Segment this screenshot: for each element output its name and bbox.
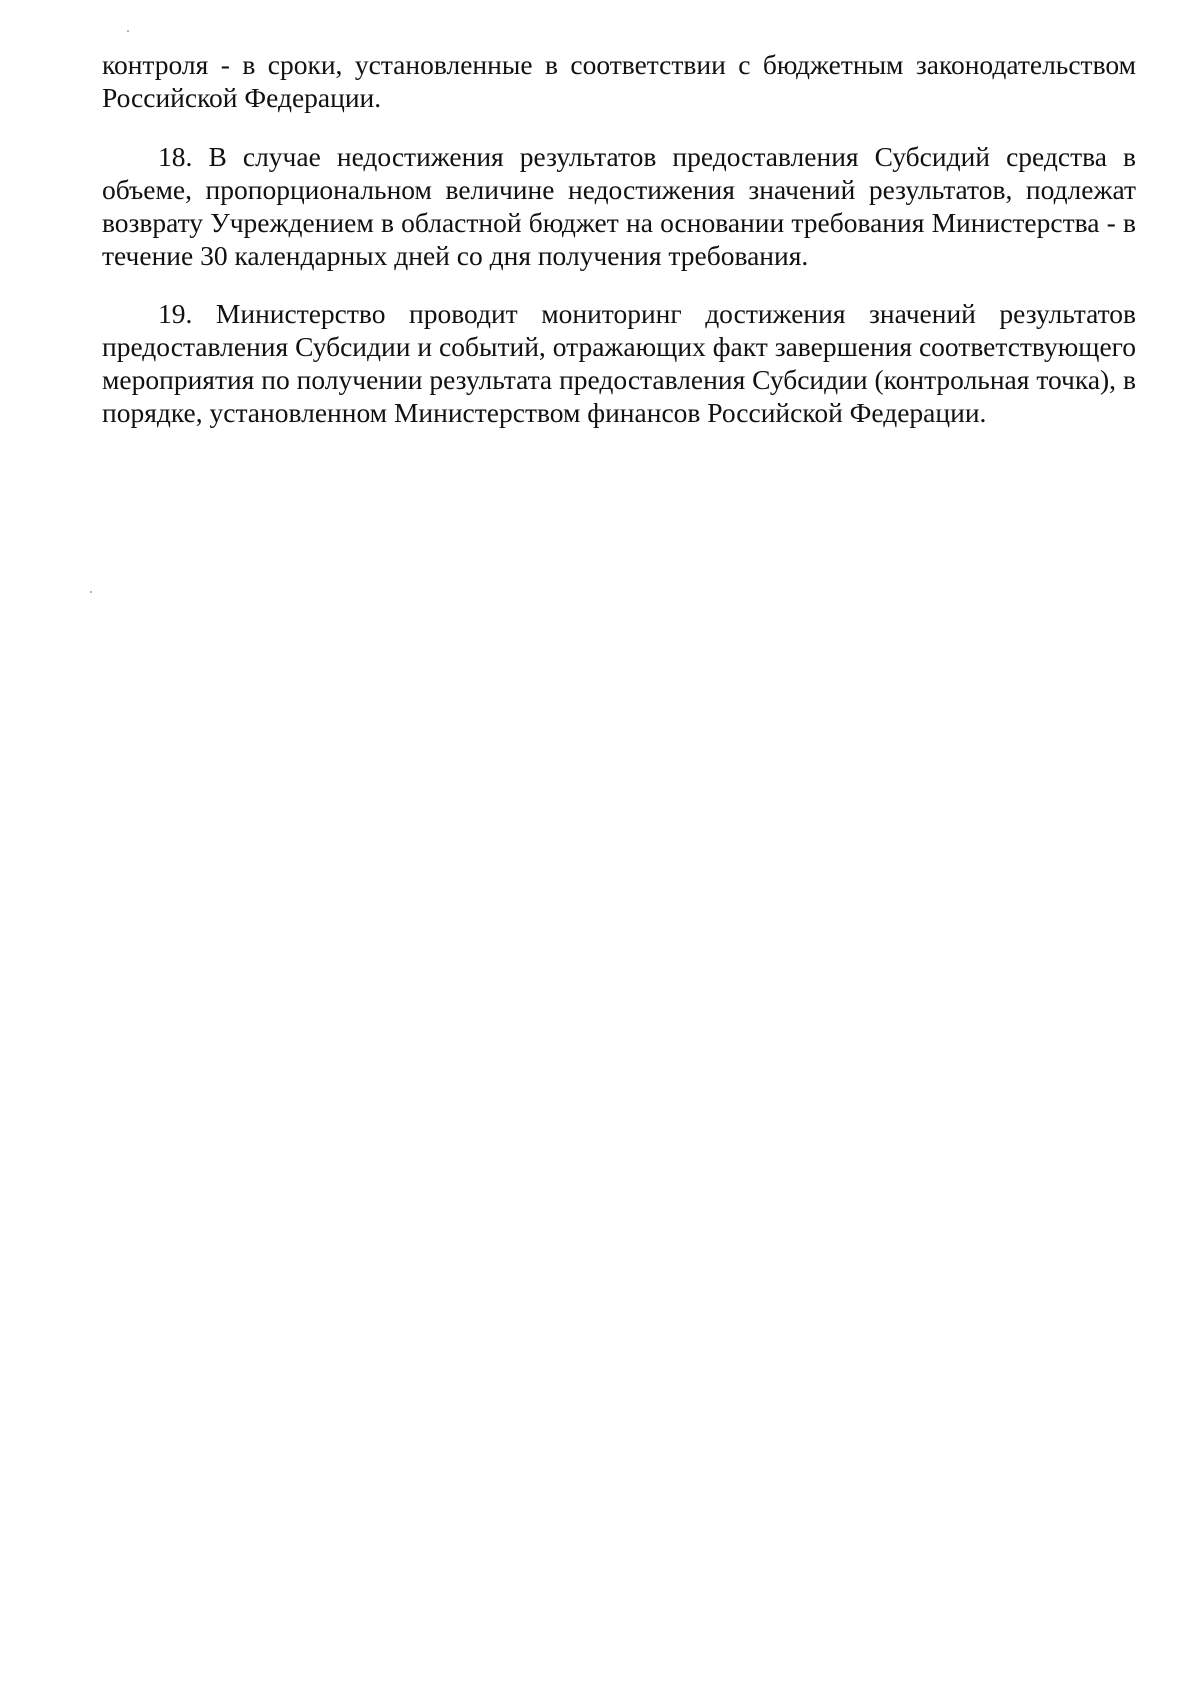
scan-speck: [90, 591, 92, 593]
paragraph-continuation: контроля - в сроки, установленные в соответствии с бюджетным законодательством Российской Федерации.: [102, 49, 1136, 113]
scan-speck: [127, 30, 129, 32]
paragraph-19: 19. Министерство проводит мониторинг достижения значений результатов предоставления Субсидии и событий, отражающих факт завершения соответствующего мероприятия по получении результата предоставления Субсидии (контрольная точка), в порядке, установленном Министерством финансов Российской Федерации.: [102, 298, 1136, 428]
paragraph-18: 18. В случае недостижения результатов предоставления Субсидий средства в объеме, пропорциональном величине недостижения значений результатов, подлежат возврату Учреждением в областной бюджет на основании требования Министерства - в течение 30 календарных дней со дня получения требования.: [102, 141, 1136, 271]
